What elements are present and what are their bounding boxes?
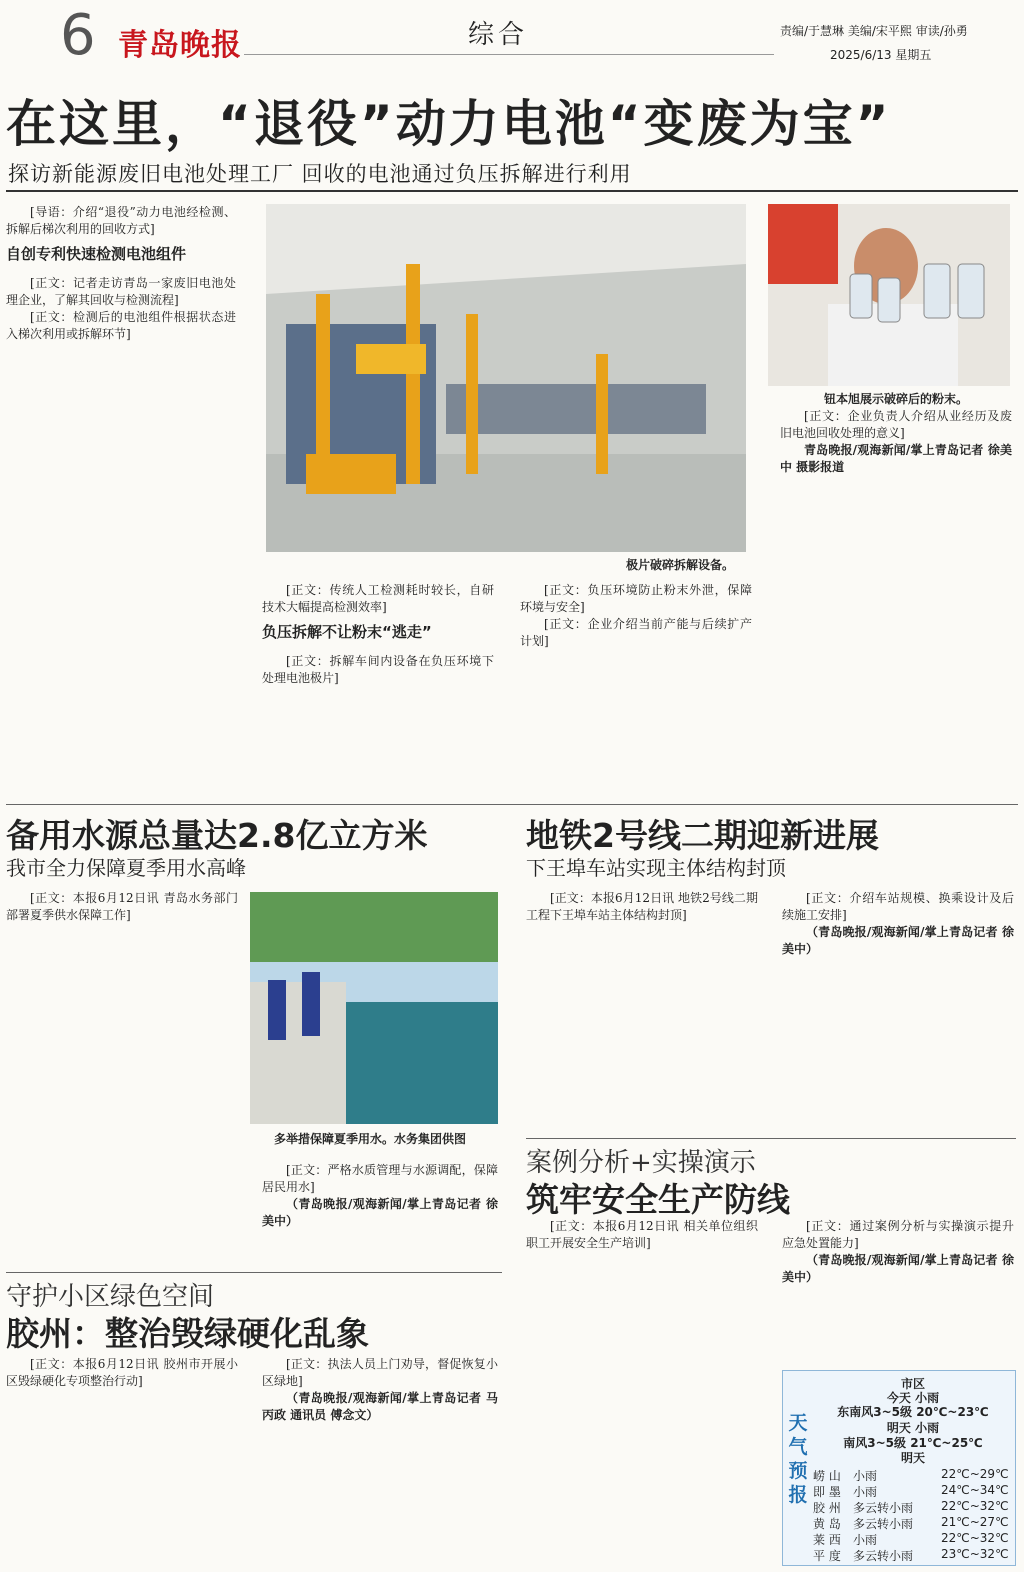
battery-photo-caption: 极片破碎拆解设备。	[626, 558, 735, 572]
lead-subheadline: 探访新能源废旧电池处理工厂 回收的电池通过负压拆解进行利用	[8, 162, 632, 186]
weather-place: 平 度	[813, 1549, 841, 1563]
weather-row	[813, 1515, 1013, 1531]
weather-temperature: 24℃~34℃	[941, 1483, 1009, 1497]
weather-condition: 小雨	[853, 1469, 878, 1483]
greenspace-body-2: [正文：执法人员上门劝导，督促恢复小区绿地]	[262, 1357, 498, 1388]
lead-section2-title: 负压拆解不让粉末“逃走”	[262, 623, 432, 641]
lead-col3-body2: [正文：企业介绍当前产能与后续扩产计划]	[520, 617, 752, 648]
lead-column-4	[780, 408, 1012, 476]
weather-condition: 小雨	[853, 1485, 878, 1499]
safety-column-1	[526, 1218, 758, 1252]
weather-place: 即 墨	[813, 1485, 841, 1499]
safety-byline: （青岛晚报/观海新闻/掌上青岛记者 徐美中）	[782, 1253, 1014, 1284]
weather-today: 今天 小雨	[886, 1391, 940, 1405]
water-headline: 备用水源总量达2.8亿立方米	[6, 816, 428, 855]
greenspace-headline: 胶州：整治毁绿硬化乱象	[6, 1314, 369, 1353]
subway-headline: 地铁2号线二期迎新进展	[526, 816, 879, 855]
safety-kicker: 案例分析+实操演示	[526, 1148, 756, 1178]
weather-row	[813, 1467, 1013, 1483]
weather-tomorrow-label: 明天	[900, 1451, 925, 1465]
water-divider	[6, 1272, 502, 1273]
subway-byline: （青岛晚报/观海新闻/掌上青岛记者 徐美中）	[782, 925, 1014, 956]
weather-temperature: 23℃~32℃	[941, 1547, 1009, 1561]
lead-col3-body: [正文：负压环境防止粉末外泄，保障环境与安全]	[520, 583, 752, 614]
section-divider	[6, 804, 1018, 805]
greenspace-byline: （青岛晚报/观海新闻/掌上青岛记者 马丙政 通讯员 傅念文）	[262, 1391, 498, 1422]
weather-temperature: 22℃~32℃	[941, 1499, 1009, 1513]
headline-divider	[6, 190, 1018, 192]
lead-column-1	[6, 204, 236, 343]
weather-forecast-box	[782, 1370, 1016, 1566]
weather-tomorrow: 明天 小雨	[886, 1421, 940, 1435]
water-byline: （青岛晚报/观海新闻/掌上青岛记者 徐美中）	[262, 1197, 498, 1228]
safety-column-2	[782, 1218, 1014, 1286]
subway-column-2	[782, 890, 1014, 958]
weather-place: 黄 岛	[813, 1517, 841, 1531]
lead-intro: [导语：介绍“退役”动力电池经检测、拆解后梯次利用的回收方式]	[6, 205, 236, 236]
safety-body-1: [正文：本报6月12日讯 相关单位组织职工开展安全生产培训]	[526, 1219, 758, 1250]
water-body-1: [正文：本报6月12日讯 青岛水务部门部署夏季供水保障工作]	[6, 891, 238, 922]
weather-city: 市区	[900, 1377, 925, 1391]
weather-row	[813, 1483, 1013, 1499]
weather-tomorrow-wind: 南风3~5级 21℃~25℃	[843, 1436, 983, 1450]
water-body-2: [正文：严格水质管理与水源调配，保障居民用水]	[262, 1163, 498, 1194]
greenspace-body-1: [正文：本报6月12日讯 胶州市开展小区毁绿硬化专项整治行动]	[6, 1357, 238, 1388]
weather-temperature: 22℃~29℃	[941, 1467, 1009, 1481]
weather-place: 崂 山	[813, 1469, 841, 1483]
weather-condition: 多云转小雨	[853, 1501, 914, 1515]
weather-temperature: 21℃~27℃	[941, 1515, 1009, 1529]
lead-col4-body: [正文：企业负责人介绍从业经历及废旧电池回收处理的意义]	[780, 409, 1012, 440]
weather-temperature: 22℃~32℃	[941, 1531, 1009, 1545]
subway-body-2: [正文：介绍车站规模、换乘设计及后续施工安排]	[782, 891, 1014, 922]
subway-subheadline: 下王埠车站实现主体结构封顶	[526, 856, 786, 880]
subway-body-1: [正文：本报6月12日讯 地铁2号线二期工程下王埠车站主体结构封顶]	[526, 891, 758, 922]
greenspace-kicker: 守护小区绿色空间	[6, 1282, 215, 1312]
worker-portrait-photo	[768, 204, 1010, 386]
weather-row	[813, 1547, 1013, 1563]
editors-credit: 责编/于慧琳 美编/宋平熙 审读/孙勇	[780, 24, 968, 38]
page-number: 6	[60, 3, 96, 68]
issue-date: 2025/6/13 星期五	[830, 48, 932, 62]
lead-column-3	[520, 582, 752, 650]
subway-column-1	[526, 890, 758, 924]
safety-body-2: [正文：通过案例分析与实操演示提升应急处置能力]	[782, 1219, 1014, 1250]
water-column-2	[262, 1162, 498, 1230]
weather-condition: 多云转小雨	[853, 1517, 914, 1531]
lead-body-1: [正文：记者走访青岛一家废旧电池处理企业，了解其回收与检测流程]	[6, 276, 236, 307]
water-column-1	[6, 890, 238, 924]
weather-row	[813, 1499, 1013, 1515]
lead-col2-body2: [正文：拆解车间内设备在负压环境下处理电池极片]	[262, 654, 494, 685]
lead-column-2	[262, 582, 494, 687]
weather-row	[813, 1531, 1013, 1547]
portrait-caption: 钮本旭展示破碎后的粉末。	[824, 392, 969, 406]
lead-body-2: [正文：检测后的电池组件根据状态进入梯次利用或拆解环节]	[6, 310, 236, 341]
weather-condition: 小雨	[853, 1533, 878, 1547]
water-photo-caption: 多举措保障夏季用水。水务集团供图	[274, 1132, 467, 1146]
masthead-divider	[244, 54, 774, 55]
weather-place: 胶 州	[813, 1501, 841, 1515]
greenspace-column-1	[6, 1356, 238, 1390]
section-title: 综合	[468, 20, 529, 50]
water-staff-photo	[250, 892, 498, 1124]
lead-byline: 青岛晚报/观海新闻/掌上青岛记者 徐美中 摄影报道	[780, 443, 1012, 474]
weather-condition: 多云转小雨	[853, 1549, 914, 1563]
weather-place: 莱 西	[813, 1533, 841, 1547]
masthead	[0, 0, 1024, 78]
battery-equipment-photo	[266, 204, 746, 552]
lead-headline: 在这里，“退役”动力电池“变废为宝”	[6, 95, 892, 153]
lead-section1-title: 自创专利快速检测电池组件	[6, 245, 187, 263]
weather-today-wind: 东南风3~5级 20℃~23℃	[837, 1405, 989, 1419]
weather-label: 天气预报	[788, 1412, 808, 1506]
subway-divider	[526, 1138, 1016, 1139]
water-subheadline: 我市全力保障夏季用水高峰	[6, 856, 246, 880]
paper-logo: 青岛晚报	[118, 28, 242, 63]
greenspace-column-2	[262, 1356, 498, 1424]
safety-headline: 筑牢安全生产防线	[526, 1180, 790, 1219]
lead-col2-body: [正文：传统人工检测耗时较长，自研技术大幅提高检测效率]	[262, 583, 494, 614]
